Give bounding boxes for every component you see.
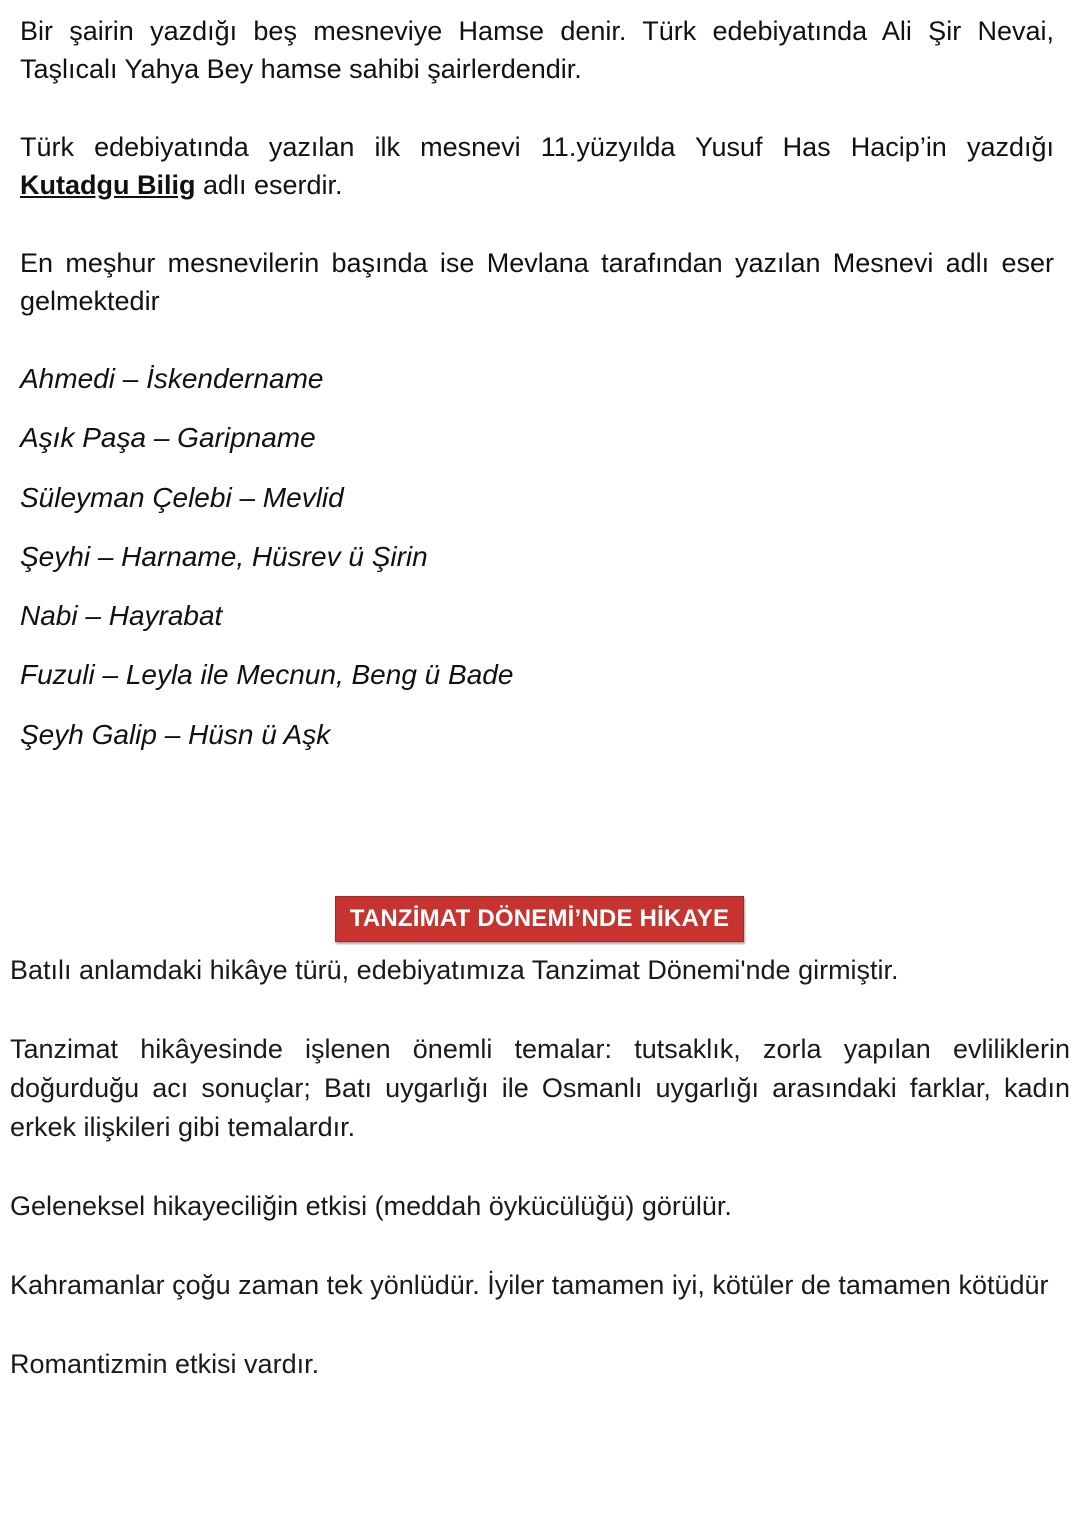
work-item: Şeyh Galip – Hüsn ü Aşk [20, 718, 331, 750]
characters-paragraph: Kahramanlar çoğu zaman tek yönlüdür. İyiler tamamen iyi, kötüler de tamamen kötüdür [10, 1270, 1049, 1300]
hamse-paragraph: Bir şairin yazdığı beş mesneviye Hamse denir. Türk edebiyatında Ali Şir Nevai, Taşlıcalı Yahya Bey hamse sahibi şairlerdendir. [20, 16, 1054, 84]
work-item: Nabi – Hayrabat [20, 600, 223, 632]
mesnevi-section [20, 12, 1054, 775]
work-item: Fuzuli – Leyla ile Mecnun, Beng ü Bade [20, 659, 514, 691]
romanticism-paragraph: Romantizmin etkisi vardır. [10, 1349, 320, 1379]
tanzimat-section [10, 951, 1070, 1424]
first-mesnevi-text-end: adlı eserdir. [195, 170, 343, 200]
section-banner-wrap [0, 896, 1080, 942]
first-mesnevi-paragraph [20, 128, 1054, 204]
hikaye-intro-paragraph: Batılı anlamdaki hikâye türü, edebiyatımıza Tanzimat Dönemi'nde girmiştir. [10, 955, 899, 985]
mesnevi-mevlana-paragraph: En meşhur mesnevilerin başında ise Mevlana tarafından yazılan Mesnevi adlı eser gelmektedir [20, 248, 1054, 316]
work-item: Şeyhi – Harname, Hüsrev ü Şirin [20, 540, 428, 572]
work-item: Süleyman Çelebi – Mevlid [20, 481, 344, 513]
work-item: Ahmedi – İskendername [20, 363, 324, 394]
mesnevi-works-list [20, 360, 1054, 775]
meddah-paragraph: Geleneksel hikayeciliğin etkisi (meddah öykücülüğü) görülür. [10, 1191, 732, 1221]
first-mesnevi-text: Türk edebiyatında yazılan ilk mesnevi 11.yüzyılda Yusuf Has Hacip’in yazdığı [20, 132, 1054, 162]
themes-paragraph: Tanzimat hikâyesinde işlenen önemli temalar: tutsaklık, zorla yapılan evliliklerin doğurduğu acı sonuçlar; Batı uygarlığı ile Osmanlı uygarlığı arasındaki farklar, kadın erkek ilişkileri gibi temalardır. [10, 1034, 1070, 1142]
work-item: Aşık Paşa – Garipname [20, 422, 316, 454]
kutadgu-bilig-title: Kutadgu Bilig [20, 170, 196, 200]
tanzimat-hikaye-banner: TANZİMAT DÖNEMİ’NDE HİKAYE [335, 896, 744, 942]
